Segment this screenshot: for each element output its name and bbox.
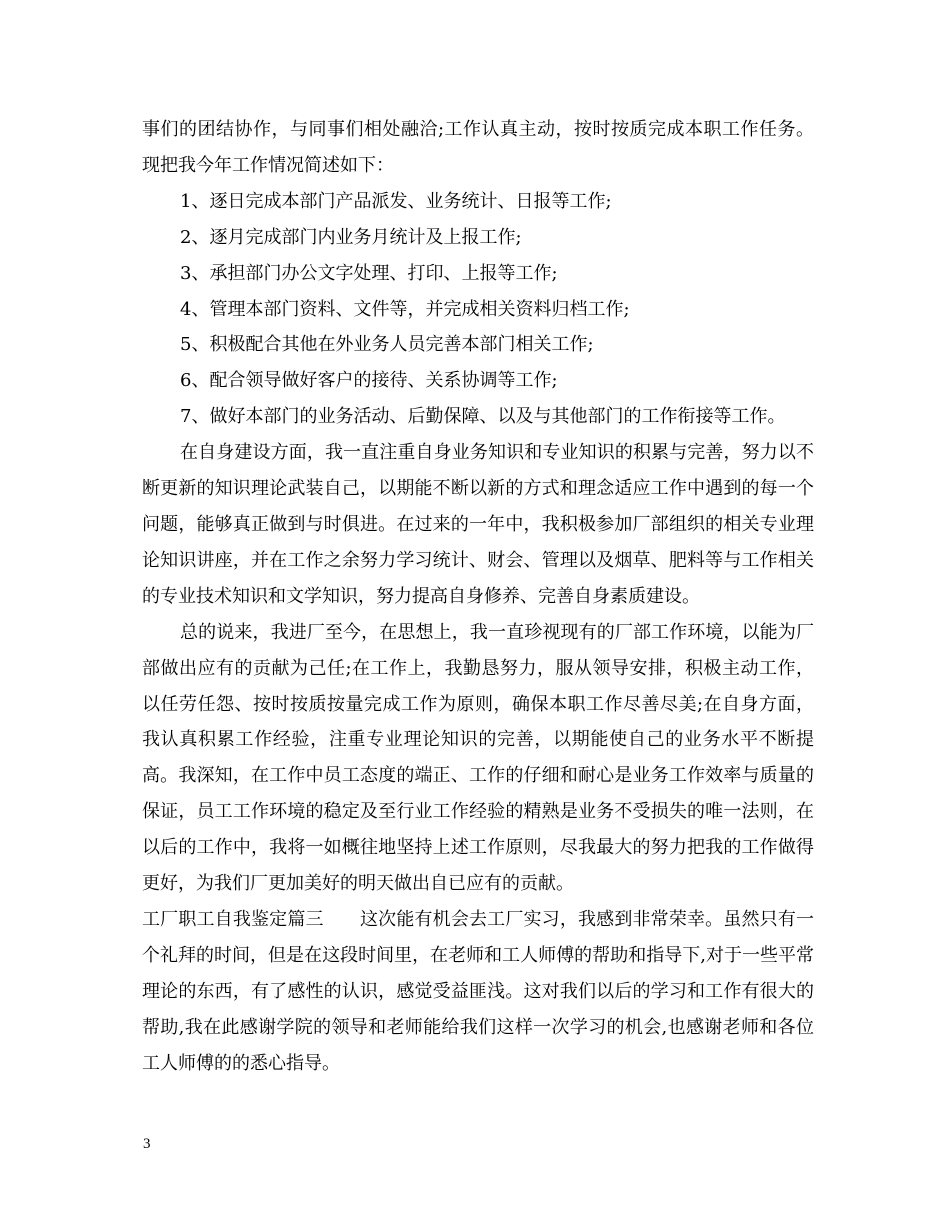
paragraph-summary: 总的说来，我进厂至今，在思想上，我一直珍视现有的厂部工作环境，以能为厂部做出应有的贡献为己任;在工作上，我勤恳努力，服从领导安排，积极主动工作，以任劳任怨、按时按质按量完成工作为原则，确保本职工作尽善尽美;在自身方面，我认真积累工作经验，注重专业理论知识的完善，以期能使自己的业务水平不断提高。我深知，在工作中员工态度的端正、工作的仔细和耐心是业务工作效率与质量的保证，员工工作环境的稳定及至行业工作经验的精熟是业务不受损失的唯一法则，在以后的工作中，我将一如概往地坚持上述工作原则，尽我最大的努力把我的工作做得更好，为我们厂更加美好的明天做出自已应有的贡献。	[142, 621, 814, 895]
list-item-4: 4、管理本部门资料、文件等，并完成相关资料归档工作;	[180, 298, 630, 320]
page-number: 3	[143, 1136, 151, 1152]
list-item-3: 3、承担部门办公文字处理、打印、上报等工作;	[180, 262, 558, 284]
paragraph-continuation: 事们的团结协作，与同事们相处融洽;工作认真主动，按时按质完成本职工作任务。现把我今年工作情况简述如下：	[142, 119, 814, 176]
list-item-5: 5、积极配合其他在外业务人员完善本部门相关工作;	[180, 334, 594, 356]
list-item-6: 6、配合领导做好客户的接待、关系协调等工作;	[180, 370, 558, 392]
paragraph-self-development: 在自身建设方面，我一直注重自身业务知识和专业知识的积累与完善，努力以不断更新的知识理论武装自己，以期能不断以新的方式和理念适应工作中遇到的每一个问题，能够真正做到与时俱进。在过来的一年中，我积极参加厂部组织的相关专业理论知识讲座，并在工作之余努力学习统计、财会、管理以及烟草、肥料等与工作相关的专业技术知识和文学知识，努力提高自身修养、完善自身素质建设。	[142, 442, 814, 607]
document-body	[142, 112, 814, 1081]
list-item-1: 1、逐日完成本部门产品派发、业务统计、日报等工作;	[180, 190, 612, 212]
list-item-2: 2、逐月完成部门内业务月统计及上报工作;	[180, 226, 522, 248]
list-item-7: 7、做好本部门的业务活动、后勤保障、以及与其他部门的工作衔接等工作。	[180, 406, 786, 428]
paragraph-section-three: 工厂职工自我鉴定篇三 这次能有机会去工厂实习，我感到非常荣幸。虽然只有一个礼拜的时间，但是在这段时间里，在老师和工人师傅的帮助和指导下,对于一些平常理论的东西，有了感性的认识，感觉受益匪浅。这对我们以后的学习和工作有很大的帮助,我在此感谢学院的领导和老师能给我们这样一次学习的机会,也感谢老师和各位工人师傅的的悉心指导。	[142, 908, 814, 1074]
